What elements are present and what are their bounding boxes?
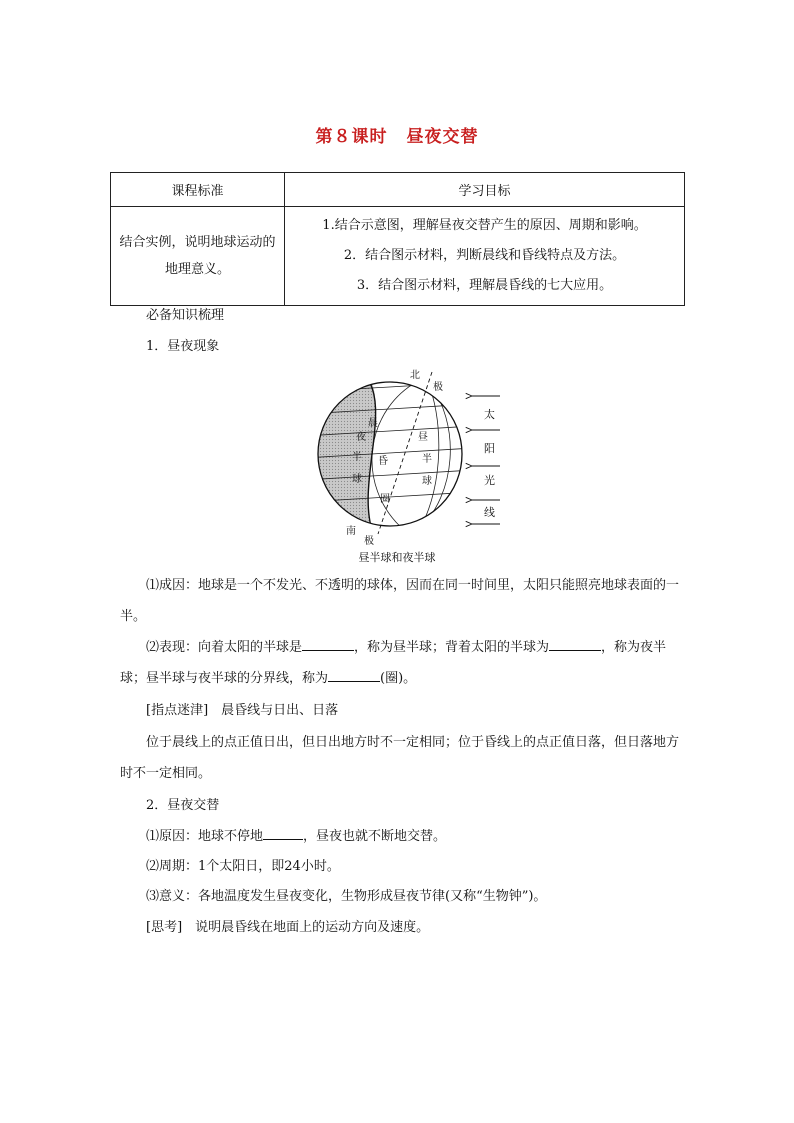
tip-title: [指点迷津] 晨昏线与日出、日落 (146, 703, 339, 718)
label-ball-2: 球 (422, 476, 432, 487)
performance-text-1: ⑵表现：向着太阳的半球是 (146, 640, 303, 655)
section-heading: 必备知识梳理 (146, 308, 225, 323)
sun-label-char: 太 (484, 408, 495, 421)
sun-label-char: 阳 (484, 442, 495, 455)
lesson-number: 第８课时 (315, 127, 388, 147)
label-dawn: 晨 (368, 418, 378, 429)
performance-text-4: (圈)。 (380, 671, 417, 686)
sec2-heading: 2．昼夜交替 (146, 798, 220, 813)
day-night-diagram (304, 366, 524, 546)
label-north: 北 (410, 370, 420, 381)
reason-text-1: ⑴原因：地球不停地 (146, 829, 264, 844)
goals-cell (285, 207, 685, 306)
label-dusk: 昏 (378, 456, 388, 467)
label-night: 夜 (356, 432, 366, 443)
label-half-1: 半 (352, 452, 362, 463)
sun-label-char: 光 (484, 474, 495, 487)
label-south: 南 (346, 526, 356, 537)
blank-rotation[interactable] (263, 826, 303, 840)
tip-text: 位于晨线上的点正值日出，但日出地方时不一定相同；位于昏线上的点正值日落，但日落地方时不一定相同。 (120, 735, 680, 781)
blank-day-hemisphere[interactable] (302, 637, 354, 651)
label-north-pole: 极 (433, 382, 443, 393)
label-day: 昼 (418, 432, 428, 443)
performance-text-3: ，称为夜半球；昼半球与夜半球的分界线，称为 (120, 640, 667, 686)
label-circle: 圈 (380, 494, 390, 505)
reason-line (146, 826, 446, 847)
figure-caption: 昼半球和夜半球 (358, 551, 436, 564)
header-goals: 学习目标 (285, 173, 685, 207)
label-south-pole: 极 (364, 536, 374, 546)
goal-item: 2．结合图示材料，判断晨线和昏线特点及方法。 (343, 248, 626, 263)
sec1-heading: 1．昼夜现象 (146, 339, 220, 354)
performance-text-2: ，称为昼半球；背着太阳的半球为 (354, 640, 550, 655)
label-ball-1: 球 (352, 474, 362, 485)
sun-label-char: 线 (484, 506, 495, 519)
header-standard: 课程标准 (111, 173, 285, 207)
lesson-topic: 昼夜交替 (406, 127, 479, 147)
meaning-line: ⑶意义：各地温度发生昼夜变化，生物形成昼夜节律(又称“生物钟”)。 (146, 889, 547, 904)
goal-item: 1.结合示意图，理解昼夜交替产生的原因、周期和影响。 (322, 218, 647, 233)
performance-paragraph (120, 632, 680, 694)
blank-night-hemisphere[interactable] (549, 637, 601, 651)
reason-text-2: ，昼夜也就不断地交替。 (303, 829, 447, 844)
page-title (0, 122, 794, 147)
goal-item: 3．结合图示材料，理解晨昏线的七大应用。 (356, 278, 613, 293)
label-half-2: 半 (422, 454, 432, 465)
standard-cell: 结合实例，说明地球运动的地理意义。 (111, 207, 285, 306)
blank-terminator[interactable] (328, 668, 380, 682)
cause-paragraph: ⑴成因：地球是一个不发光、不透明的球体，因而在同一时间里，太阳只能照亮地球表面的一半。 (120, 578, 680, 624)
standards-table (110, 172, 685, 306)
think-line: [思考] 说明晨昏线在地面上的运动方向及速度。 (146, 920, 430, 935)
period-line: ⑵周期：1个太阳日，即24小时。 (146, 859, 340, 874)
